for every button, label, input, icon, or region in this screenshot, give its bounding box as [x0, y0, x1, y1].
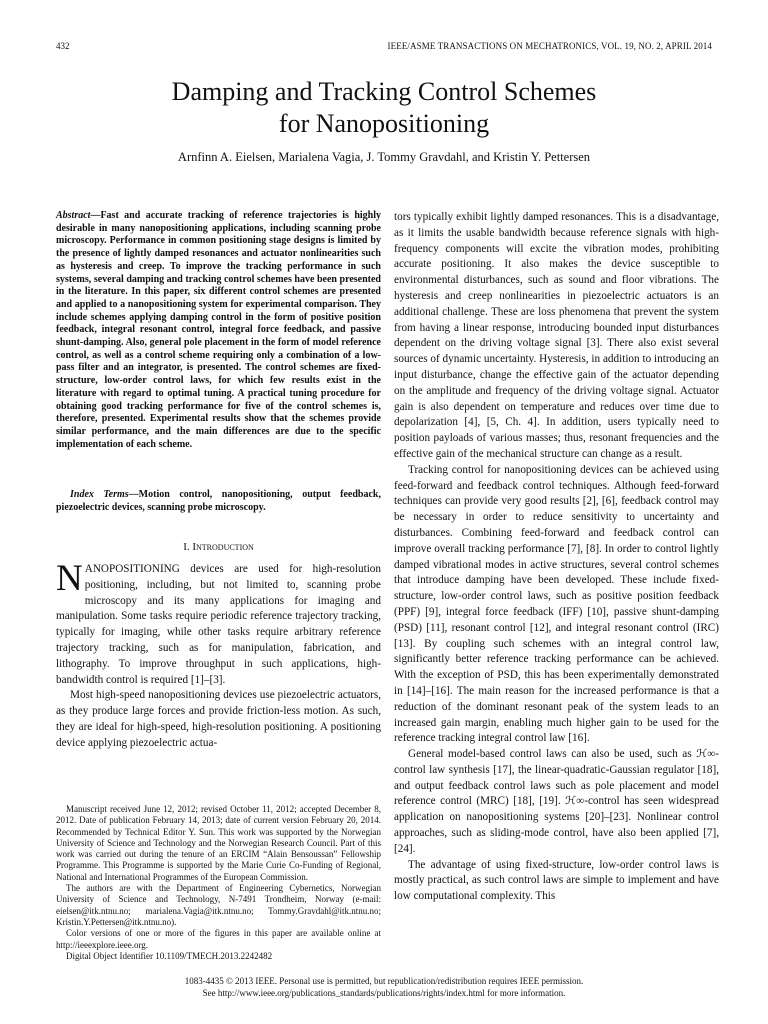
footnote	[56, 804, 381, 962]
index-terms-lead: Index Terms	[70, 489, 129, 500]
footnote-affiliation: The authors are with the Department of Engineering Cybernetics, Norwegian University of Science and Technology, N-7491 Trondheim, Norway (e-mail: eielsen@itk.ntnu.no; marialena.Vagia@itk.ntnu.no; Tommy.Gravdahl@itk.ntnu.no; Kristin.Y.Pettersen@itk.ntnu.no).	[56, 883, 381, 927]
footnote-manuscript: Manuscript received June 12, 2012; revised October 11, 2012; accepted December 8, 2012. Date of publication February 14, 2013; date of current version February 20, 2014. Recommended by Technical Editor Y. Sun. This work was supported by the Norwegian University of Science and Technology and the Norwegian Research Council. Part of this work was carried out during the tenure of an ERCIM “Alain Bensoussan” Fellowship Programme. This Programme is supported by the Marie Curie Co-Funding of Regional, National and International Programmes of the European Commission.	[56, 804, 381, 882]
right-paragraph-4: The advantage of using fixed-structure, low-order control laws is mostly practical, as such control laws are simple to implement and have low computational complexity. This	[394, 858, 719, 903]
abstract-lead: Abstract	[56, 210, 91, 221]
intro-paragraph-1: NANOPOSITIONING devices are used for high-resolution positioning, including, but not limited to, scanning probe microscopy and its many applications for imaging and manipulation. Some tasks require periodic reference trajectory tracking, typically for imaging, while other tasks require arbitrary reference trajectory tracking, such as for manipulation, fabrication, and lithography. To improve throughput in such applications, high-bandwidth control is required [1]–[3].	[56, 558, 381, 686]
page-number: 432	[56, 41, 70, 51]
paper-title	[0, 76, 768, 140]
right-paragraph-1: tors typically exhibit lightly damped resonances. This is a disadvantage, as it limits the usable bandwidth because reference signals with high-frequency components will excite the vibration modes, prohibiting accurate positioning. It also makes the device susceptible to environmental disturbances, such as sound and floor vibrations. The hysteresis and creep nonlinearities in piezoelectric actuators is an additional challenge. These are loss phenomena that prevent the system from having a linear response, introducing bounded input disturbances dependent on the driving voltage signal [3]. There also exist several sources of dynamic uncertainty. Hysteresis, in addition to introducing an input disturbance, change the effective gain of the actuator depending on the amplitude and frequency of the driving voltage signal. Actuator gain is also dependent on temperature and reduces over time due to depolarization [4], [5, Ch. 4]. In addition, users typically need to position payloads of various masses; thus, resonant frequencies and the effective gain of the mechanical structure can change as a result.	[394, 211, 719, 460]
index-terms	[56, 489, 381, 514]
copyright-line-1: 1083-4435 © 2013 IEEE. Personal use is permitted, but republication/redistribution requires IEEE permission.	[184, 976, 584, 986]
title-line-1: Damping and Tracking Control Schemes	[171, 77, 597, 106]
copyright-line-2: See http://www.ieee.org/publications_standards/publications/rights/index.html for more information.	[202, 988, 566, 998]
index-terms-text: —Motion control, nanopositioning, output feedback, piezoelectric devices, scanning probe microscopy.	[56, 489, 381, 513]
footnote-doi: Digital Object Identifier 10.1109/TMECH.2013.2242482	[66, 950, 273, 961]
footnote-color-versions: Color versions of one or more of the figures in this paper are available online at http://ieeexplore.ieee.org.	[56, 928, 381, 950]
introduction-body	[56, 558, 381, 752]
abstract	[56, 210, 381, 451]
journal-header: IEEE/ASME TRANSACTIONS ON MECHATRONICS, VOL. 19, NO. 2, APRIL 2014	[387, 41, 712, 51]
right-column-body	[394, 210, 719, 905]
copyright-notice	[0, 975, 768, 999]
author-list: Arnfinn A. Eielsen, Marialena Vagia, J. Tommy Gravdahl, and Kristin Y. Pettersen	[177, 150, 591, 164]
section-heading-introduction: I. Introduction	[183, 541, 254, 553]
intro-paragraph-2: Most high-speed nanopositioning devices use piezoelectric actuators, as they produce large forces and provide friction-less motion. As such, they are ideal for high-speed, high-resolution positioning. A positioning device applying piezoelectric actua-	[56, 689, 381, 749]
right-paragraph-2: Tracking control for nanopositioning devices can be achieved using feed-forward and feedback control techniques. Although feed-forward techniques can provide very good results [2], [6], feedback control may be necessary in order to reduce sensitivity to uncertainty and disturbances. Combining feed-forward and feedback control can improve overall tracking performance [7], [8]. In order to control lightly damped vibrational modes in active structures, several control schemes that introduce damping have been developed. These include fixed-structure, low-order control laws, such as positive position feedback (PPF) [9], integral force feedback (IFF) [10], passive shunt-damping (PSD) [11], resonant control [12], and integral resonant control (IRC) [13]. By coupling such schemes with an integral control law, significantly better reference tracking performance can be achieved. With the exception of PSD, this has been experimentally demonstrated in [14]–[16]. The main reason for the increased performance is that a reduction of the dominant resonant peak of the system leads to an increased gain margin, enabling much higher gain to be used for the reference tracking integral control law [16].	[394, 463, 719, 745]
abstract-text: —Fast and accurate tracking of reference trajectories is highly desirable in many nanopositioning applications, including scanning probe microscopy. Performance in common positioning stage designs is limited by the presence of lightly damped resonances and actuator nonlinearities such as hysteresis and creep. To improve the tracking performance in such systems, several damping and tracking control schemes have been presented in the literature. In this paper, six different control schemes are presented and applied to a nanopositioning system for experimental comparison. They include schemes applying damping control in the form of positive position feedback, integral resonant control, integral force feedback, and passive shunt-damping. Also, general pole placement in the form of model reference control, as well as a control scheme requiring only a combination of a low-pass filter and an integrator, is presented. The control schemes are fixed-structure, low-order control laws, for which few results exist in the literature with regard to optimal tuning. A practical tuning procedure for obtaining good tracking performance for five of the control schemes is, therefore, presented. Experimental results show that the schemes provide similar performance, and the main differences are due to the specific implementation of each scheme.	[56, 210, 381, 450]
right-paragraph-3: General model-based control laws can also be used, such as ℋ∞-control law synthesis [17], the linear-quadratic-Gaussian regulator [18], and output feedback control laws such as pole placement and model reference control (MRC) [18], [19]. ℋ∞-control has seen widespread application on nanopositioning systems [20]–[23]. Nonlinear control approaches, such as sliding-mode control, have also been applied [7], [24].	[394, 748, 719, 855]
title-line-2: for Nanopositioning	[278, 109, 490, 138]
